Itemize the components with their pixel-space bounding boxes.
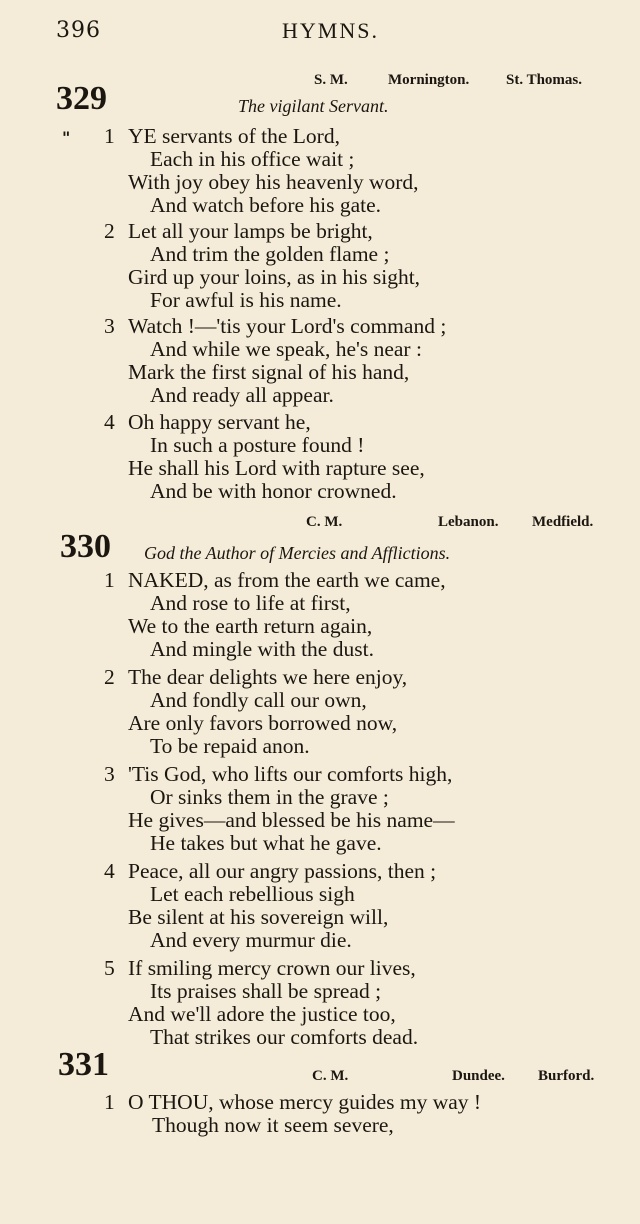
verse-number: 4: [104, 859, 115, 883]
verse-line: Be silent at his sovereign will,: [128, 905, 389, 929]
verse-number: 5: [104, 956, 115, 980]
verse-number: 3: [104, 762, 115, 786]
verse-line: And every murmur die.: [150, 928, 352, 952]
verse-line: He shall his Lord with rapture see,: [128, 456, 425, 480]
verse-number: 1: [104, 124, 115, 148]
verse-line: Peace, all our angry passions, then ;: [128, 859, 437, 883]
verse-line: For awful is his name.: [150, 288, 342, 312]
verse-line: The dear delights we here enjoy,: [128, 665, 408, 689]
verse-line: And rose to life at first,: [150, 591, 351, 615]
hymn-number: 330: [60, 528, 111, 565]
verse-number: 2: [104, 665, 115, 689]
verse-line: Each in his office wait ;: [150, 147, 355, 171]
page-number: 396: [56, 18, 101, 43]
verse-line: And we'll adore the justice too,: [128, 1002, 396, 1026]
hymn-number: 329: [56, 80, 107, 117]
verse-line: Are only favors borrowed now,: [128, 711, 398, 735]
hymn-meter: C. M.: [312, 1068, 349, 1084]
verse-line: We to the earth return again,: [128, 614, 373, 638]
running-title: HYMNS.: [282, 18, 379, 43]
verse-line: Watch !—'tis your Lord's command ;: [128, 314, 447, 338]
verse-line: NAKED, as from the earth we came,: [128, 568, 446, 592]
hymn-tune: Medfield.: [532, 514, 594, 530]
hymn-meter: S. M.: [314, 72, 348, 88]
verse-line: 'Tis God, who lifts our comforts high,: [128, 762, 453, 786]
hymn-meter: C. M.: [306, 514, 343, 530]
verse-line: And trim the golden flame ;: [150, 242, 390, 266]
verse-line: That strikes our comforts dead.: [150, 1025, 419, 1049]
verse-number: 2: [104, 219, 115, 243]
verse-line: In such a posture found !: [150, 433, 365, 457]
verse-line: O THOU, whose mercy guides my way !: [128, 1090, 482, 1114]
verse-line: And while we speak, he's near :: [150, 337, 422, 361]
section-mark: ": [62, 128, 71, 147]
verse-number: 4: [104, 410, 115, 434]
verse-line: If smiling mercy crown our lives,: [128, 956, 416, 980]
verse-number: 1: [104, 568, 115, 592]
hymn-tune: Mornington.: [388, 72, 470, 88]
hymn-tune: Lebanon.: [438, 514, 499, 530]
verse-line: He takes but what he gave.: [150, 831, 382, 855]
verse-line: And ready all appear.: [150, 383, 334, 407]
verse-line: Oh happy servant he,: [128, 410, 311, 434]
hymn-tune: St. Thomas.: [506, 72, 582, 88]
verse-line: Let each rebellious sigh: [150, 882, 355, 906]
verse-line: Mark the first signal of his hand,: [128, 360, 410, 384]
verse-line: To be repaid anon.: [150, 734, 310, 758]
hymn-tune: Burford.: [538, 1068, 595, 1084]
verse-line: Gird up your loins, as in his sight,: [128, 265, 421, 289]
verse-number: 3: [104, 314, 115, 338]
verse-line: He gives—and blessed be his name—: [128, 808, 455, 832]
hymn-tune: Dundee.: [452, 1068, 505, 1084]
verse-line: Let all your lamps be bright,: [128, 219, 373, 243]
verse-line: With joy obey his heavenly word,: [128, 170, 419, 194]
verse-line: Or sinks them in the grave ;: [150, 785, 389, 809]
verse-line: Its praises shall be spread ;: [150, 979, 382, 1003]
verse-line: And fondly call our own,: [150, 688, 367, 712]
verse-line: And mingle with the dust.: [150, 637, 374, 661]
hymn-title: The vigilant Servant.: [238, 96, 389, 116]
verse-number: 1: [104, 1090, 115, 1114]
verse-line: And be with honor crowned.: [150, 479, 397, 503]
verse-line: YE servants of the Lord,: [128, 124, 340, 148]
hymn-title: God the Author of Mercies and Afflictions.: [144, 543, 451, 563]
hymn-number: 331: [58, 1046, 109, 1083]
verse-line: Though now it seem severe,: [152, 1113, 394, 1137]
verse-line: And watch before his gate.: [150, 193, 382, 217]
